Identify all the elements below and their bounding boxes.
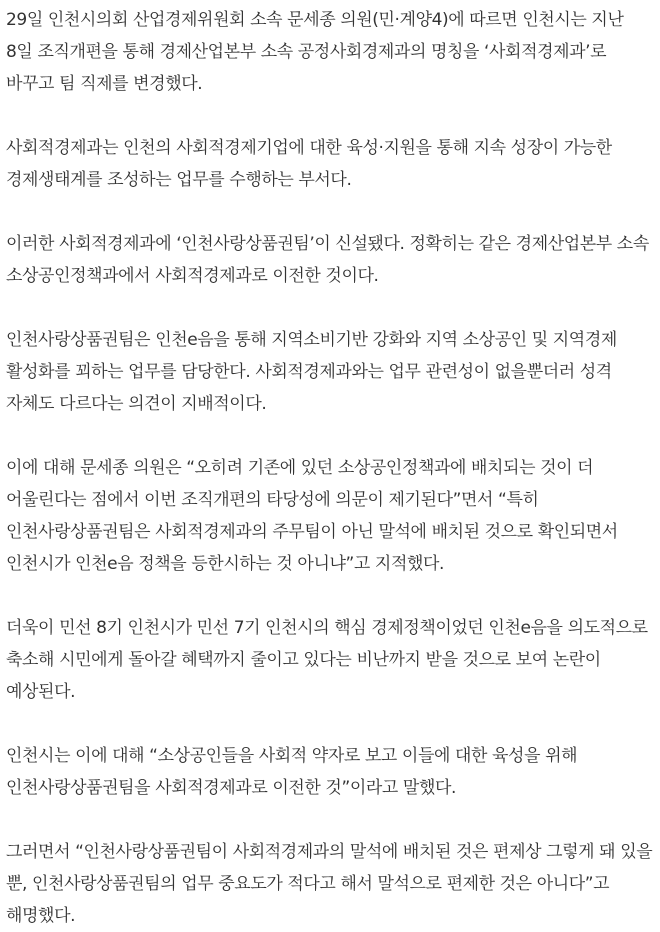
paragraph-7: 인천시는 이에 대해 “소상공인들을 사회적 약자로 보고 이들에 대한 육성을 위해 인천사랑상품권팀을 사회적경제과로 이전한 것”이라고 말했다.: [6, 746, 578, 798]
paragraph-4: 인천사랑상품권팀은 인천e음을 통해 지역소비기반 강화와 지역 소상공인 및 지역경제 활성화를 꾀하는 업무를 담당한다. 사회적경제과와는 업무 관련성이 없을뿐더러 성격 자체도 다르다는 의견이 지배적이다.: [6, 330, 617, 414]
paragraph-8: 그러면서 “인천사랑상품권팀이 사회적경제과의 말석에 배치된 것은 편제상 그렇게 돼 있을 뿐, 인천사랑상품권팀의 업무 중요도가 적다고 해서 말석으로 편제한 것은 아니다”고 해명했다.: [6, 842, 653, 926]
paragraph-1: 29일 인천시의회 산업경제위원회 소속 문세종 의원(민·계양4)에 따르면 인천시는 지난 8일 조직개편을 통해 경제산업본부 소속 공정사회경제과의 명칭을 ‘사회적경제과’로 바꾸고 팀 직제를 변경했다.: [6, 10, 624, 94]
paragraph-5: 이에 대해 문세종 의원은 “오히려 기존에 있던 소상공인정책과에 배치되는 것이 더 어울린다는 점에서 이번 조직개편의 타당성에 의문이 제기된다”면서 “특히 인천사랑상품권팀은 사회적경제과의 주무팀이 아닌 말석에 배치된 것으로 확인되면서 인천시가 인천e음 정책을 등한시하는 것 아니냐”고 지적했다.: [6, 458, 618, 574]
paragraph-6: 더욱이 민선 8기 인천시가 민선 7기 인천시의 핵심 경제정책이었던 인천e음을 의도적으로 축소해 시민에게 돌아갈 혜택까지 줄이고 있다는 비난까지 받을 것으로 보여 논란이 예상된다.: [6, 618, 648, 702]
paragraph-2: 사회적경제과는 인천의 사회적경제기업에 대한 육성·지원을 통해 지속 성장이 가능한 경제생태계를 조성하는 업무를 수행하는 부서다.: [6, 138, 612, 190]
paragraph-3: 이러한 사회적경제과에 ‘인천사랑상품권팀’이 신설됐다. 정확히는 같은 경제산업본부 소속 소상공인정책과에서 사회적경제과로 이전한 것이다.: [6, 234, 649, 286]
